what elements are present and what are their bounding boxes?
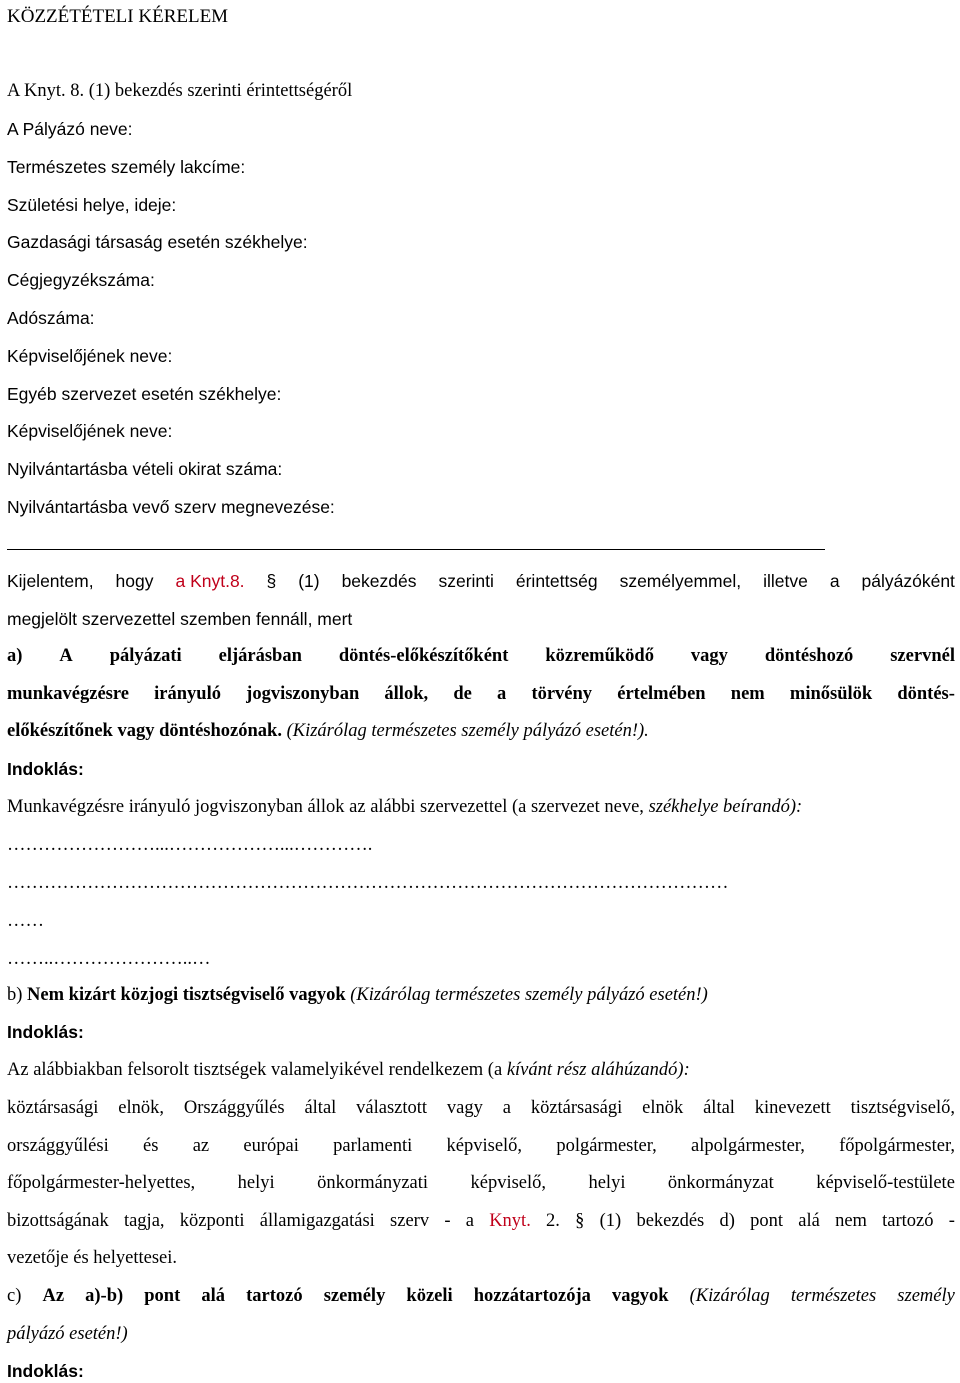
form-field-label: Adószáma:: [7, 308, 95, 328]
form-field-label: Nyilvántartásba vevő szerv megnevezése:: [7, 497, 335, 517]
word: európai: [243, 1136, 299, 1156]
word: választott: [356, 1098, 428, 1118]
point-a-bold-text: előkészítőnek vagy döntéshozónak.: [7, 721, 282, 741]
word: személy: [897, 1286, 955, 1306]
word: döntéshozó: [764, 646, 854, 666]
word: a: [465, 1211, 474, 1231]
offices-line-1: [7, 1097, 955, 1119]
list-intro-line: [7, 1059, 955, 1081]
word: vagyok: [611, 1286, 669, 1306]
word: elnök: [642, 1098, 684, 1118]
word: 2.: [546, 1211, 560, 1231]
word: eljárásban: [218, 646, 302, 666]
word: köztársasági: [7, 1098, 99, 1118]
declaration-line-2: megjelölt szervezettel szemben fennáll, mert: [7, 609, 353, 629]
word: de: [453, 684, 472, 704]
word: Kijelentem,: [7, 571, 94, 591]
word: helyi: [588, 1173, 626, 1193]
word: országgyűlési: [7, 1136, 109, 1156]
word: közeli: [406, 1286, 453, 1306]
word: alpolgármester,: [691, 1136, 805, 1156]
knyt-link[interactable]: a Knyt.8.: [175, 571, 245, 591]
word: parlamenti: [333, 1136, 413, 1156]
word: a)-b): [85, 1286, 124, 1306]
knyt-link[interactable]: Knyt.: [489, 1211, 531, 1231]
list-intro-italic: kívánt rész aláhúzandó):: [506, 1060, 690, 1080]
fill-in-dots-2: ………………………………………………………………………………………………………: [7, 873, 729, 893]
list-intro-text: Az alábbiakban felsorolt tisztségek valamelyikével rendelkezem (a: [7, 1060, 507, 1080]
word: által: [703, 1098, 735, 1118]
word: főpolgármester-helyettes,: [7, 1173, 196, 1193]
indoklas-heading-1: Indoklás:: [7, 759, 84, 779]
form-field-label: Természetes személy lakcíme:: [7, 156, 246, 177]
fill-in-dots-4: ……..…………………..…: [7, 949, 211, 969]
word: (Kizárólag: [689, 1286, 770, 1306]
word: -: [948, 1211, 955, 1231]
word: képviselő-testülete: [816, 1173, 955, 1193]
offices-line-5: vezetője és helyettesei.: [7, 1248, 178, 1268]
fill-in-dots-1: ……………………...………………...………….: [7, 835, 373, 855]
word: hozzátartozója: [473, 1286, 591, 1306]
word: minősülök: [789, 684, 873, 704]
word: főpolgármester,: [839, 1136, 955, 1156]
form-field-label: Egyéb szervezet esetén székhelye:: [7, 383, 282, 404]
point-b-prefix: b): [7, 985, 28, 1005]
point-b-bold: Nem kizárt közjogi tisztségviselő vagyok: [27, 985, 346, 1005]
word: pályázóként: [861, 571, 955, 591]
indoklas-heading-3: Indoklás:: [7, 1361, 84, 1381]
employment-line: [7, 796, 955, 818]
word: a: [829, 571, 840, 591]
separator-line: [7, 549, 825, 550]
word: szerv: [390, 1211, 430, 1231]
word: kinevezett: [754, 1098, 831, 1118]
word: illetve: [763, 571, 808, 591]
word: köztársasági: [530, 1098, 623, 1118]
word: döntés-előkészítőként: [338, 646, 509, 666]
declaration-line-1: [7, 570, 955, 592]
word: vagy: [446, 1098, 483, 1118]
point-a-line-1: [7, 645, 955, 667]
word: pályázati: [109, 646, 182, 666]
word: bizottságának: [7, 1211, 109, 1231]
offices-line-3: [7, 1172, 955, 1194]
word: (1): [599, 1211, 622, 1231]
word: a): [7, 646, 23, 666]
word: a: [502, 1098, 511, 1118]
word: polgármester,: [556, 1136, 657, 1156]
point-b-italic: (Kizárólag természetes személy pályázó esetén!): [345, 985, 708, 1005]
form-field-label: Képviselőjének neve:: [7, 421, 173, 442]
point-c-line-2: pályázó esetén!): [7, 1324, 128, 1344]
word: irányuló: [154, 684, 221, 704]
point-a-line-2: [7, 683, 955, 705]
fill-in-dots-3: ……: [7, 911, 44, 931]
word: nem: [730, 684, 765, 704]
word: tagja,: [123, 1211, 165, 1231]
word: döntés-: [897, 684, 955, 704]
point-b-line: [7, 984, 955, 1006]
word: központi: [179, 1211, 245, 1231]
word: alá: [201, 1286, 225, 1306]
word: tartozó: [246, 1286, 303, 1306]
word: az: [192, 1136, 210, 1156]
point-c-line-1: [7, 1285, 955, 1307]
word: szerinti: [438, 571, 494, 591]
word: A: [59, 646, 73, 666]
word: tisztségviselő,: [850, 1098, 955, 1118]
form-field-label: Nyilvántartásba vételi okirat száma:: [7, 459, 283, 480]
word: közreműködő: [545, 646, 654, 666]
word: érintettség: [515, 571, 598, 591]
offices-line-2: [7, 1135, 955, 1157]
word: nem: [835, 1211, 867, 1231]
word: személyemmel,: [619, 571, 742, 591]
word: hogy: [115, 571, 154, 591]
word: -: [444, 1211, 451, 1231]
offices-line-4: [7, 1210, 955, 1232]
word: pont: [750, 1211, 784, 1231]
word: értelmében: [617, 684, 706, 704]
document-title: KÖZZÉTÉTELI KÉRELEM: [7, 6, 229, 27]
employment-italic: székhelye beírandó):: [648, 797, 803, 817]
word: bekezdés: [341, 571, 417, 591]
word: Országgyűlés: [183, 1098, 285, 1118]
word: képviselő,: [470, 1173, 547, 1193]
word: (1): [298, 571, 320, 591]
word: elnök,: [118, 1098, 165, 1118]
section-sign: §: [266, 571, 277, 591]
point-a-italic-note: (Kizárólag természetes személy pályázó esetén!).: [281, 721, 649, 741]
word: önkormányzati: [317, 1173, 429, 1193]
word: c): [7, 1286, 22, 1306]
word: bekezdés: [636, 1211, 705, 1231]
word: a: [497, 684, 507, 704]
word: szervnél: [890, 646, 955, 666]
form-field-label: Születési helye, ideje:: [7, 194, 177, 215]
word: Az: [42, 1286, 65, 1306]
point-a-line-3: [7, 720, 955, 742]
word: képviselő,: [446, 1136, 523, 1156]
word: tartozó: [882, 1211, 934, 1231]
section-sign: §: [575, 1211, 585, 1231]
form-field-label: Gazdasági társaság esetén székhelye:: [7, 232, 308, 253]
form-field-label: Cégjegyzékszáma:: [7, 270, 155, 291]
employment-text: Munkavégzésre irányuló jogviszonyban állok az alábbi szervezettel (a szervezet neve,: [7, 797, 649, 817]
word: munkavégzésre: [7, 684, 129, 704]
word: vagy: [690, 646, 728, 666]
word: állok,: [384, 684, 429, 704]
word: önkormányzat: [667, 1173, 774, 1193]
word: helyi: [237, 1173, 275, 1193]
word: törvény: [531, 684, 593, 704]
word: és: [143, 1136, 159, 1156]
form-field-label: A Pályázó neve:: [7, 119, 133, 139]
word: jogviszonyban: [246, 684, 360, 704]
word: pont: [144, 1286, 181, 1306]
word: államigazgatási: [259, 1211, 375, 1231]
word: természetes: [790, 1286, 877, 1306]
section-heading: A Knyt. 8. (1) bekezdés szerinti érintettségéről: [7, 81, 353, 101]
word: alá: [798, 1211, 820, 1231]
word: személy: [323, 1286, 386, 1306]
word: d): [719, 1211, 735, 1231]
word: által: [304, 1098, 337, 1118]
form-field-label: Képviselőjének neve:: [7, 345, 173, 366]
indoklas-heading-2: Indoklás:: [7, 1022, 84, 1042]
